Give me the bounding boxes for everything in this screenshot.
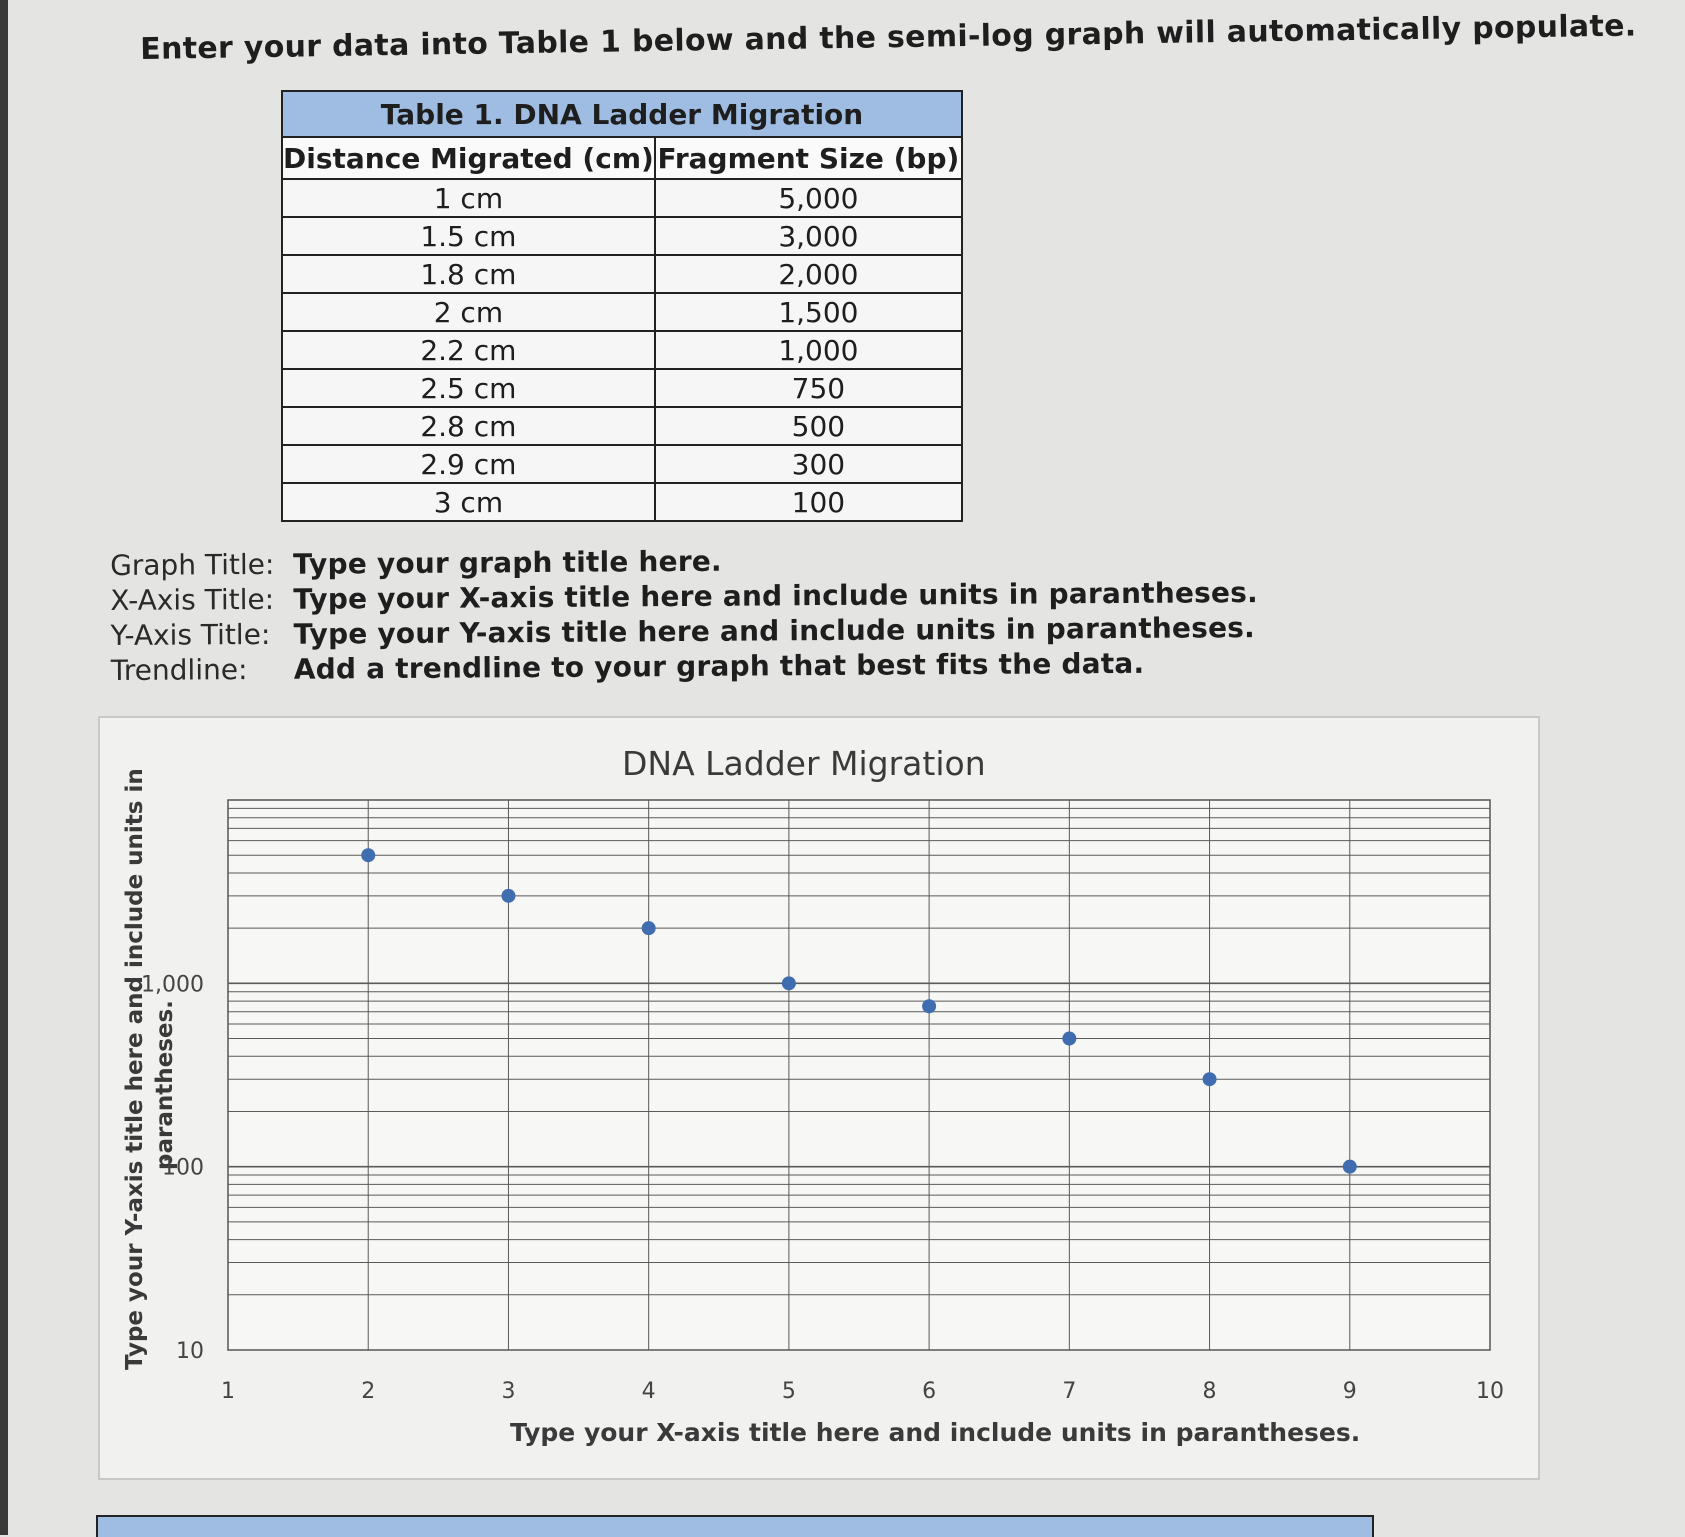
y-axis-label: Y-Axis Title: bbox=[110, 617, 271, 652]
cell-fragment-size[interactable]: 3,000 bbox=[655, 217, 962, 255]
x-tick-label: 8 bbox=[1202, 1379, 1217, 1404]
x-tick-labels bbox=[221, 1379, 1504, 1404]
plot-area[interactable] bbox=[228, 800, 1490, 1350]
data-point[interactable] bbox=[361, 848, 375, 862]
cell-distance[interactable]: 2.8 cm bbox=[282, 407, 655, 445]
chart-y-axis-title-line2[interactable]: parantheses. bbox=[152, 1000, 178, 1170]
cell-fragment-size[interactable]: 1,000 bbox=[655, 331, 962, 369]
x-tick-label: 2 bbox=[361, 1379, 376, 1404]
col-header-distance: Distance Migrated (cm) bbox=[282, 137, 655, 179]
data-point[interactable] bbox=[642, 921, 656, 935]
cell-distance[interactable]: 2.5 cm bbox=[282, 369, 655, 407]
y-tick-label: 100 bbox=[162, 1155, 204, 1181]
x-tick-label: 5 bbox=[781, 1379, 796, 1404]
cell-fragment-size[interactable]: 1,500 bbox=[655, 293, 962, 331]
col-header-size: Fragment Size (bp) bbox=[655, 137, 962, 179]
cell-fragment-size[interactable]: 5,000 bbox=[655, 179, 962, 217]
data-point[interactable] bbox=[782, 976, 796, 990]
graph-title-label: Graph Title: bbox=[110, 547, 275, 582]
chart-x-axis-title[interactable]: Type your X-axis title here and include units in parantheses. bbox=[510, 1418, 1361, 1447]
cell-fragment-size[interactable]: 300 bbox=[655, 445, 962, 483]
x-axis-label: X-Axis Title: bbox=[110, 582, 275, 617]
graph-title-text[interactable]: Type your graph title here. bbox=[293, 544, 722, 581]
data-point[interactable] bbox=[501, 889, 515, 903]
cell-distance[interactable]: 1.8 cm bbox=[282, 255, 655, 293]
cell-distance[interactable]: 2.2 cm bbox=[282, 331, 655, 369]
x-tick-label: 6 bbox=[922, 1379, 937, 1404]
trendline-text[interactable]: Add a trendline to your graph that best fits the data. bbox=[293, 646, 1145, 686]
cell-fragment-size[interactable]: 750 bbox=[655, 369, 962, 407]
cell-fragment-size[interactable]: 500 bbox=[655, 407, 962, 445]
chart-title[interactable]: DNA Ladder Migration bbox=[622, 744, 986, 783]
y-tick-label: 10 bbox=[176, 1339, 204, 1364]
cell-distance[interactable]: 2 cm bbox=[282, 293, 655, 331]
cell-fragment-size[interactable]: 100 bbox=[655, 483, 962, 521]
x-axis-text[interactable]: Type your X-axis title here and include units in parantheses. bbox=[293, 575, 1258, 616]
trendline-label: Trendline: bbox=[110, 653, 248, 687]
x-tick-label: 7 bbox=[1062, 1379, 1077, 1404]
instruction-text: Enter your data into Table 1 below and the semi-log graph will automatically populate. bbox=[140, 8, 1637, 67]
cell-distance[interactable]: 1 cm bbox=[282, 179, 655, 217]
cell-distance[interactable]: 2.9 cm bbox=[282, 445, 655, 483]
table-title: Table 1. DNA Ladder Migration bbox=[282, 91, 962, 137]
data-point[interactable] bbox=[922, 999, 936, 1013]
data-point[interactable] bbox=[1062, 1032, 1076, 1046]
x-tick-label: 3 bbox=[501, 1379, 516, 1404]
cell-fragment-size[interactable]: 2,000 bbox=[655, 255, 962, 293]
y-tick-labels bbox=[141, 972, 204, 1364]
x-tick-label: 1 bbox=[221, 1379, 235, 1404]
data-point[interactable] bbox=[1343, 1160, 1357, 1174]
table-2-header-bar bbox=[96, 1515, 1374, 1537]
cell-distance[interactable]: 1.5 cm bbox=[282, 217, 655, 255]
data-point[interactable] bbox=[1203, 1072, 1217, 1086]
y-tick-label: 1,000 bbox=[141, 972, 204, 998]
x-tick-label: 4 bbox=[641, 1379, 656, 1404]
x-tick-label: 10 bbox=[1476, 1379, 1504, 1404]
chart-y-axis-title[interactable]: Type your Y-axis title here and include units in bbox=[122, 768, 148, 1370]
x-tick-label: 9 bbox=[1342, 1379, 1357, 1404]
y-axis-text[interactable]: Type your Y-axis title here and include units in parantheses. bbox=[293, 611, 1256, 651]
cell-distance[interactable]: 3 cm bbox=[282, 483, 655, 521]
